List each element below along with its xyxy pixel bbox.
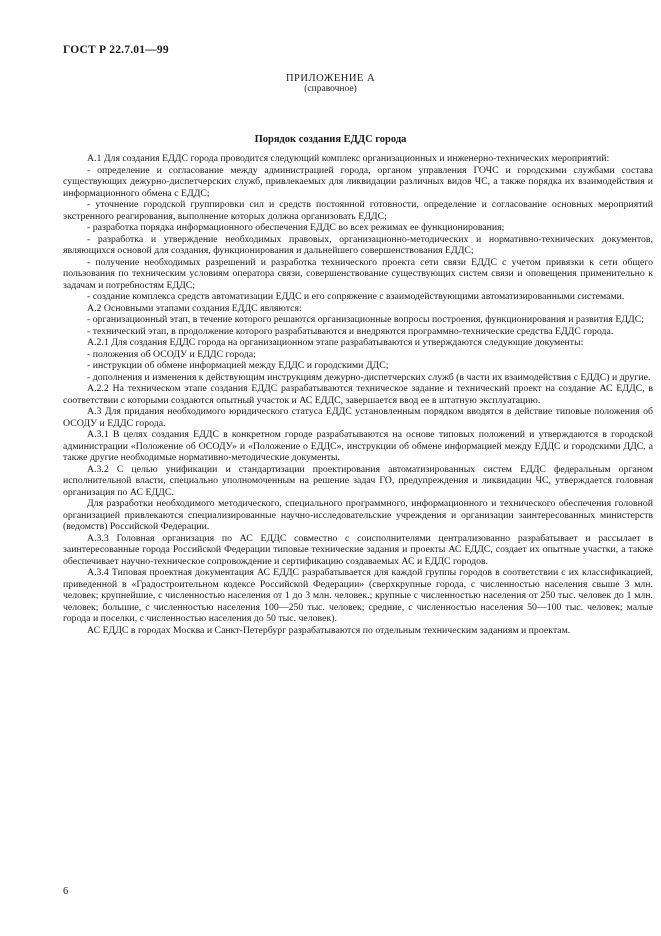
paragraph: Для разработки необходимого методического, специального программного, информационного и технического обеспечения головной организацией привлекаются специализированные научно-исследовательские учреждения и организации заинтересованных министерств (ведомств) Российской Федерации.: [63, 498, 653, 532]
paragraph: - разработка и утверждение необходимых правовых, организационно-методических и нормативно-технических документов, являющихся основой для создания, функционирования и дальнейшего совершенствования ЕДДС;: [63, 233, 653, 256]
paragraph: А.2.2 На техническом этапе создания ЕДДС разрабатываются техническое задание и технический проект на создание АС ЕДДС, в соответствии с которыми создаются опытный участок и АС ЕДДС, завершается ввод ее в штатную эксплуатацию.: [63, 383, 653, 406]
paragraph: А.3 Для придания необходимого юридического статуса ЕДДС установленным порядком вводятся в действие типовые положения об ОСОДУ и ЕДДС города.: [63, 406, 653, 429]
paragraph: - технический этап, в продолжение которого разрабатываются и внедряются программно-технические средства ЕДДС города.: [87, 325, 614, 337]
paragraph: - создание комплекса средств автоматизации ЕДДС и его сопряжение с взаимодействующими автоматизированными системами.: [87, 291, 625, 302]
appendix-heading: [0, 73, 661, 95]
page-number: 6: [63, 886, 69, 897]
paragraph: А.3.1 В целях создания ЕДДС в конкретном городе разрабатываются на основе типовых положений и утверждаются в городской администрации «Положение об ОСОДУ» и «Положение о ЕДДС», инструкции об обмене информацией между ЕДДС и городскими ДДС, а также другие необходимые нормативно-методические документы.: [63, 429, 653, 463]
appendix-subtitle: (справочное): [304, 84, 357, 94]
paragraph: АС ЕДДС в городах Москва и Санкт-Петербург разрабатываются по отдельным техническим заданиям и проектам.: [87, 624, 571, 636]
paragraph: - положения об ОСОДУ и ЕДДС города;: [87, 348, 256, 360]
paragraph: А.3.3 Головная организация по АС ЕДДС совместно с соисполнителями централизованно разрабатывает и рассылает в заинтересованные города Российской Федерации типовые технические задания и проекты АС ЕДДС, создает их опытные участки, а также обеспечивает научно-техническое сопровождение и сертификацию создаваемых АС и ЕДДС городов.: [63, 532, 653, 567]
document-body: [63, 153, 653, 636]
paragraph: - дополнения и изменения к действующим инструкциям дежурно-диспетчерских служб (в части их взаимодействия с ЕДДС) и другие.: [87, 371, 651, 383]
paragraph: А.2 Основными этапами создания ЕДДС являются:: [87, 302, 302, 314]
section-title: Порядок создания ЕДДС города: [254, 134, 407, 145]
appendix-title: ПРИЛОЖЕНИЕ А: [285, 73, 376, 84]
paragraph: - разработка порядка информационного обеспечения ЕДДС во всех режимах ее функционирования;: [87, 222, 505, 233]
paragraph: - получение необходимых разрешений и разработка технического проекта сети связи ЕДДС с учетом привязки к сети общего пользования по техническим условиям оператора связи, совершенствование существующих систем связи и оповещения применительно к задачам и потребностям ЕДДС;: [63, 256, 653, 291]
paragraph: А.3.4 Типовая проектная документация АС ЕДДС разрабатывается для каждой группы городов в соответствии с их классификацией, приведенной в «Градостроительном кодексе Российской Федерации» (сверхкрупные города, с численностью населения свыше 3 млн. человек; крупнейшие, с численностью населения от 1 до 3 млн. человек.; крупные с численностью населения от 250 тыс. человек до 1 млн. человек; большие, с численностью населения 100—250 тыс. человек; средние, с численностью населения 50—100 тыс. человек; малые города и поселки, с численностью населения до 50 тыс. человек).: [63, 567, 653, 624]
paragraph: А.1 Для создания ЕДДС города проводится следующий комплекс организационных и инженерно-технических мероприятий:: [87, 153, 610, 164]
paragraph: - уточнение городской группировки сил и средств постоянной готовности, определение и согласование основных мероприятий экстренного реагирования, выполнение которых должна организовать ЕДДС;: [63, 199, 653, 222]
paragraph: - организационный этап, в течение которого решаются организационные вопросы построения, функционирования и развития ЕДДС;: [87, 314, 644, 325]
standard-code-header: ГОСТ Р 22.7.01—99: [63, 44, 169, 56]
paragraph: А.3.2 С целью унификации и стандартизации проектирования автоматизированных систем ЕДДС федеральным органом исполнительной власти, специально уполномоченным на решение задач ГО, предупреждения и ликвидации ЧС, утверждается головная организация по АС ЕДДС.: [63, 463, 653, 498]
paragraph: - определение и согласование между администрацией города, органом управления ГОЧС и городскими службами состава существующих дежурно-диспетчерских служб, привлекаемых для ликвидации различных видов ЧС, а также порядка их взаимодействия и информационного обмена с ЕДДС;: [63, 164, 653, 199]
paragraph: - инструкции об обмене информацией между ЕДДС и городскими ДДС;: [87, 360, 389, 371]
paragraph: А.2.1 Для создания ЕДДС города на организационном этапе разрабатываются и утверждаются следующие документы:: [87, 337, 584, 348]
